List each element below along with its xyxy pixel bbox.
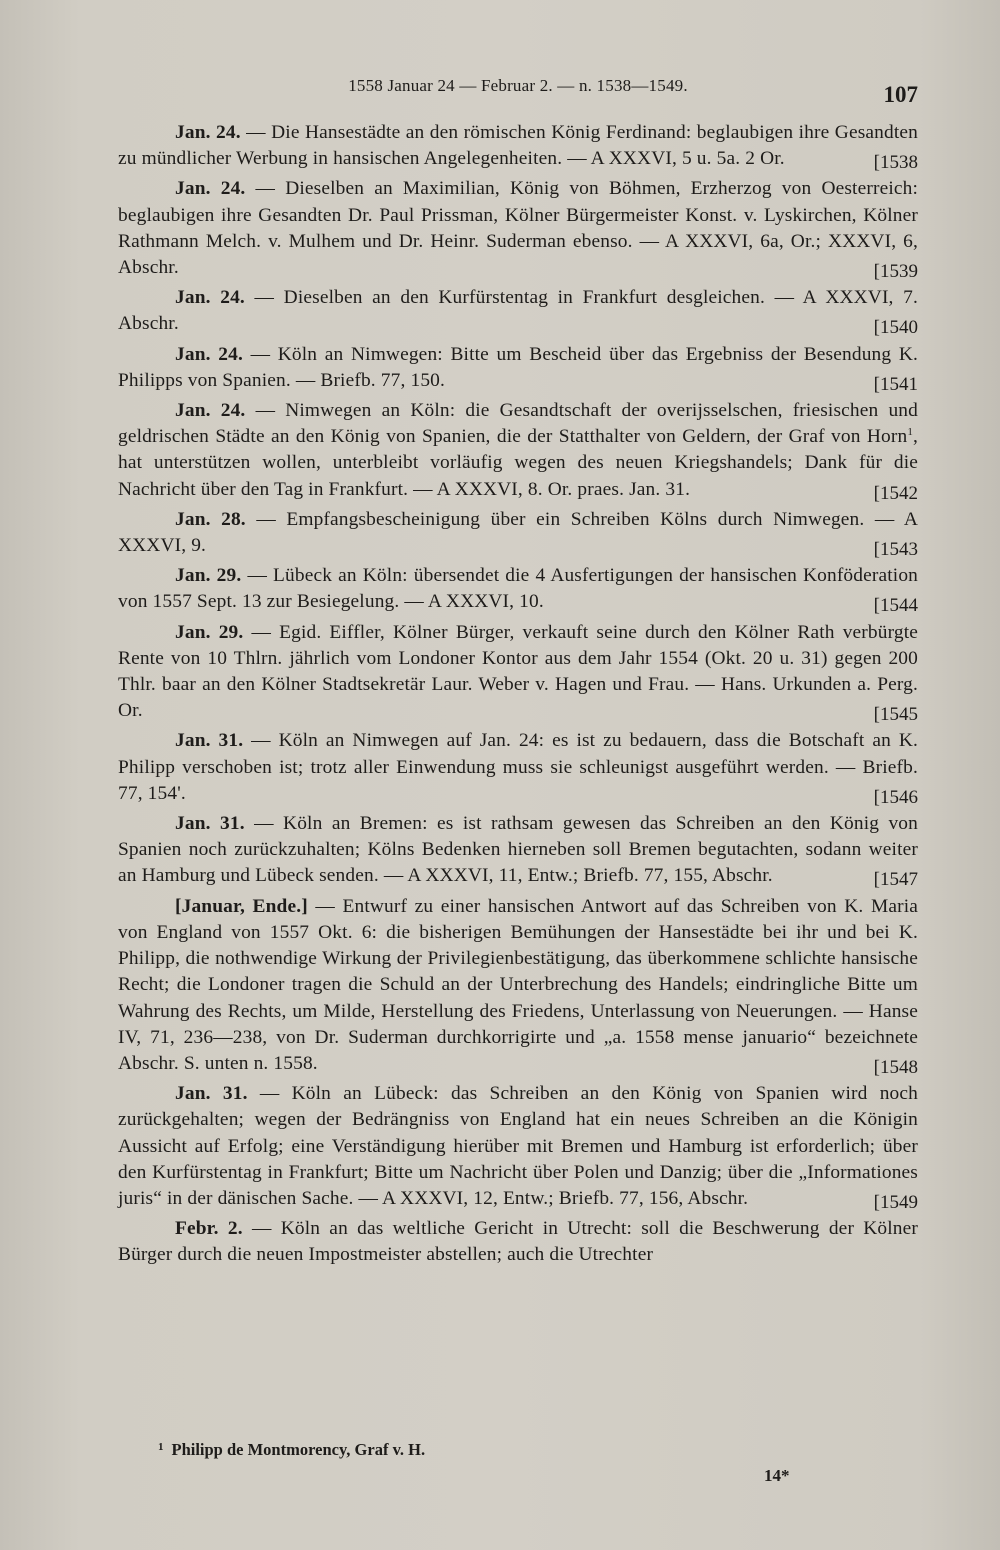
entry-1538 (118, 120, 918, 176)
entry-1541 (118, 342, 918, 398)
signature-mark: 14* (764, 1466, 790, 1485)
entry-text: — Köln an Nimwegen: Bitte um Bescheid über das Ergebniss der Besendung K. Philipps von Spanien. — Briefb. 77, 150. (118, 343, 919, 391)
entry-date: Jan. 31. (175, 1083, 248, 1105)
entry-1545 (118, 620, 918, 729)
entry-text: — Dieselben an den Kurfürstentag in Frankfurt desgleichen. — A XXXVI, 7. Abschr. (118, 287, 919, 335)
running-title: 1558 Januar 24 — Februar 2. — n. 1538—1549. (348, 76, 688, 95)
footnote-mark: 1 (158, 1441, 164, 1453)
entry-number: [1538 (873, 152, 918, 174)
entry-1546 (118, 728, 918, 811)
entry-number: [1541 (873, 373, 918, 395)
entry-1550-start (118, 1216, 918, 1268)
entry-number: [1548 (873, 1056, 918, 1078)
entry-1544 (118, 563, 918, 619)
entry-number: [1546 (873, 786, 918, 808)
page-number: 107 (883, 82, 918, 107)
entry-date: Jan. 24. (175, 122, 241, 143)
entry-number: [1542 (873, 482, 918, 504)
entry-number: [1544 (873, 595, 918, 617)
entry-1543 (118, 507, 918, 563)
regesten-list (118, 120, 918, 1269)
entry-text: — Köln an Nimwegen auf Jan. 24: es ist zu bedauern, dass die Botschaft an K. Philipp verschoben ist; trotz aller Einwendung muss sie schleunigst ausgeführt werden. — Briefb. 77, 154'. (118, 730, 919, 804)
entry-number: [1547 (873, 869, 918, 891)
entry-date: Jan. 24. (175, 178, 246, 200)
entry-text: — Köln an das weltliche Gericht in Utrecht: soll die Beschwerung der Kölner Bürger durch die neuen Impostmeister abstellen; auch die Utrechter (118, 1218, 919, 1266)
entry-1542 (118, 398, 918, 507)
entry-date: Jan. 24. (175, 343, 243, 365)
entry-text: — Köln an Lübeck: das Schreiben an den König von Spanien wird noch zurückgehalten; wegen der Bedrängniss von England hat ein neues Schreiben an die Königin Aussicht auf Erfolg; eine Verständigung hierüber mit Bremen und Hamburg ist erforderlich; über den Kurfürstentag in Frankfurt; Bitte um Nachricht über Polen und Danzig; über die „Informationes juris“ in der dänischen Sache. — A XXXVI, 12, Entw.; Briefb. 77, 156, Abschr. (118, 1083, 919, 1209)
entry-1540 (118, 285, 918, 341)
entry-number: [1543 (873, 539, 918, 561)
entry-text: — Empfangsbescheinigung über ein Schreiben Kölns durch Nimwegen. — A XXXVI, 9. (118, 508, 919, 557)
entry-1548 (118, 894, 918, 1081)
entry-text: — Dieselben an Maximilian, König von Böhmen, Erzherzog von Oesterreich: beglaubigen ihre Gesandten Dr. Paul Prissman, Kölner Bürgermeister Konst. v. Lyskirchen, Kölner Rathmann Melch. v. Mulhem und Dr. Heinr. Suderman ebenso. — A XXXVI, 6a, Or.; XXXVI, 6, Abschr. (118, 178, 919, 279)
entry-text: — Die Hansestädte an den römischen König Ferdinand: beglaubigen ihre Gesandten zu mündlicher Werbung in hansischen Angelegenheiten. — A XXXVI, 5 u. 5a. 2 Or. (118, 122, 918, 170)
entry-number: [1545 (873, 704, 918, 726)
entry-date: Jan. 24. (175, 287, 245, 309)
entry-text: — Nimwegen an Köln: die Gesandtschaft der overijsselschen, friesischen und geldrischen Städte an den König von Spanien, die der Statthalter von Geldern, der Graf von Horn (118, 400, 918, 448)
entry-date: Jan. 29. (175, 565, 242, 587)
entry-date: Jan. 29. (175, 621, 244, 643)
entry-text: — Lübeck an Köln: übersendet die 4 Ausfertigungen der hansischen Konföderation von 1557 Sept. 13 zur Besiegelung. — A XXXVI, 10. (118, 565, 919, 613)
entry-date: Febr. 2. (175, 1218, 243, 1240)
entry-number: [1539 (873, 261, 918, 283)
entry-date: Jan. 24. (175, 400, 246, 422)
entry-text: — Egid. Eiffler, Kölner Bürger, verkauft seine durch den Kölner Rath verbürgte Rente von 10 Thlrn. jährlich vom Londoner Kontor aus dem Jahr 1554 (Okt. 20 u. 31) gegen 200 Thlr. baar an den Kölner Stadtsekretär Laur. Weber v. Hagen und Frau. — Hans. Urkunden a. Perg. Or. (118, 621, 918, 722)
entry-number: [1540 (873, 317, 918, 339)
entry-1547 (118, 811, 918, 894)
entry-number: [1549 (873, 1191, 918, 1213)
entry-text: — Entwurf zu einer hansischen Antwort auf das Schreiben von K. Maria von England von 1557 Okt. 6: die bisherigen Bemühungen der Hansestädte bei ihr und bei K. Philipp, die nothwendige Wirkung der Privilegienbestätigung, das überkommene schlichte hansische Recht; die Londoner tragen die Schuld an der Unterbrechung des Handels; eindringliche Bitte um Wahrung des Rechts, um Milde, Herstellung des Friedens, Unterlassung von Neuerungen. — Hanse IV, 71, 236—238, von Dr. Suderman durchkorrigirte und „a. 1558 mense januario“ bezeichnete Abschr. S. unten n. 1558. (118, 895, 919, 1074)
footnote-text: Philipp de Montmorency, Graf v. H. (171, 1440, 426, 1459)
entry-text: — Köln an Bremen: es ist rathsam gewesen das Schreiben an den König von Spanien noch zurückzuhalten; Kölns Bedenken hierneben soll Bremen begutachten, sodann weiter an Hamburg und Lübeck senden. — A XXXVI, 11, Entw.; Briefb. 77, 155, Abschr. (118, 813, 918, 887)
entry-date: [Januar, Ende.] (175, 895, 308, 917)
footnote (158, 1440, 918, 1460)
running-head (118, 72, 918, 107)
entry-date: Jan. 31. (175, 730, 244, 752)
entry-date: Jan. 31. (175, 813, 245, 835)
entry-1539 (118, 176, 918, 285)
entry-text-continued: , hat unterstützen wollen, unterbleibt vorläufig wegen des neuen Kriegshandels; Dank für die Nachricht über den Tag in Frankfurt. — A XXXVI, 8. Or. praes. Jan. 31. (118, 426, 918, 500)
footnote-reference: 1 (907, 426, 913, 439)
entry-1549 (118, 1081, 918, 1216)
entry-date: Jan. 28. (175, 508, 246, 530)
